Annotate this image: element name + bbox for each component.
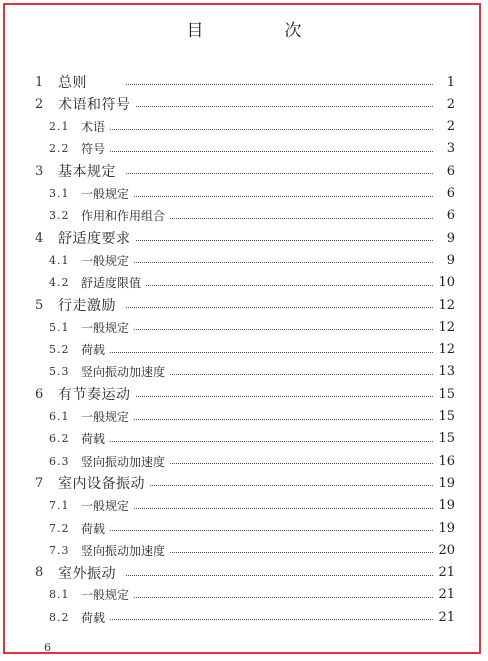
toc-section-entry[interactable]: [0, 273, 455, 293]
leader-dots: [126, 484, 433, 486]
toc-entry-number: 7.3: [49, 543, 70, 557]
leader-dots: [110, 618, 433, 620]
toc-section-entry[interactable]: [0, 117, 455, 137]
toc-entry-page: 20: [433, 543, 455, 558]
page-number: 6: [44, 641, 51, 654]
toc-entry-page: 2: [433, 119, 455, 134]
leader-dots: [110, 328, 433, 330]
toc-entry-number: 7: [35, 475, 44, 491]
toc-entry-page: 12: [433, 298, 455, 313]
toc-section-entry[interactable]: [0, 518, 455, 538]
toc-entry-label: 荷载: [81, 609, 109, 626]
toc-entry-page: 21: [433, 587, 455, 602]
toc-entry-label: 一般规定: [81, 497, 133, 514]
toc-entry-number: 7.2: [49, 521, 70, 535]
toc-entry-label: 一般规定: [81, 319, 133, 336]
toc-chapter-entry[interactable]: [0, 94, 455, 114]
toc-entry-number: 3.2: [49, 209, 70, 223]
toc-entry-number: 4: [35, 230, 44, 246]
toc-entry-page: 16: [433, 454, 455, 469]
toc-entry-number: 6.3: [49, 454, 70, 468]
toc-entry-page: 13: [433, 364, 455, 379]
leader-dots: [110, 507, 433, 509]
leader-dots: [126, 83, 433, 85]
toc-section-entry[interactable]: [0, 585, 455, 605]
toc-entry-label: 舒适度要求: [58, 228, 135, 248]
toc-entry-number: 5: [35, 297, 44, 313]
toc-entry-number: 2.1: [49, 120, 70, 134]
toc-entry-label: 一般规定: [81, 185, 133, 202]
toc-entry-label: 室外振动: [58, 563, 120, 583]
toc-section-entry[interactable]: [0, 362, 455, 382]
toc-section-entry[interactable]: [0, 429, 455, 449]
toc-entry-page: 6: [433, 208, 455, 223]
toc-section-entry[interactable]: [0, 540, 455, 560]
toc-entry-page: 12: [433, 342, 455, 357]
toc-entry-number: 8: [35, 565, 44, 581]
toc-entry-number: 7.1: [49, 499, 70, 513]
toc-entry-page: 19: [433, 521, 455, 536]
toc-entry-label: 荷载: [81, 341, 109, 358]
toc-entry-page: 2: [433, 97, 455, 112]
toc-entry-label: 作用和作用组合: [81, 207, 169, 224]
toc-entry-page: 12: [433, 320, 455, 335]
toc-section-entry[interactable]: [0, 184, 455, 204]
toc-entry-page: 21: [433, 565, 455, 580]
toc-entry-label: 一般规定: [81, 252, 133, 269]
toc-entry-label: 行走激励: [58, 295, 120, 315]
leader-dots: [126, 306, 433, 308]
toc-entry-page: 6: [433, 186, 455, 201]
toc-entry-number: 3.1: [49, 187, 70, 200]
toc-chapter-entry[interactable]: [0, 72, 455, 92]
toc-chapter-entry[interactable]: [0, 384, 455, 404]
toc-entry-page: 15: [433, 387, 455, 402]
toc-entry-label: 术语和符号: [58, 94, 135, 114]
toc-entry-label: 术语: [81, 118, 109, 135]
toc-section-entry[interactable]: [0, 139, 455, 159]
leader-dots: [110, 418, 433, 420]
leader-dots: [110, 529, 433, 531]
leader-dots: [126, 574, 433, 576]
toc-entry-label: 竖向振动加速度: [81, 542, 169, 559]
leader-dots: [110, 261, 433, 263]
toc-entry-number: 6.2: [49, 432, 70, 446]
leader-dots: [126, 239, 433, 241]
toc-entry-number: 5.3: [49, 365, 70, 379]
toc-entry-number: 4.1: [49, 253, 70, 267]
toc-entry-label: 竖向振动加速度: [81, 453, 169, 470]
toc-entry-label: 总则: [58, 72, 91, 92]
toc-section-entry[interactable]: [0, 407, 455, 427]
toc-section-entry[interactable]: [0, 451, 455, 471]
toc-entry-number: 8.2: [49, 610, 70, 624]
toc-section-entry[interactable]: [0, 317, 455, 337]
toc-entry-number: 2: [35, 96, 44, 112]
toc-chapter-entry[interactable]: [0, 161, 455, 181]
leader-dots: [110, 596, 433, 598]
toc-entry-label: 荷载: [81, 520, 109, 537]
toc-entry-page: 15: [433, 431, 455, 446]
toc-entry-number: 5.2: [49, 343, 70, 357]
leader-dots: [126, 172, 433, 174]
leader-dots: [110, 128, 433, 130]
toc-section-entry[interactable]: [0, 607, 455, 627]
toc-entry-page: 3: [433, 141, 455, 156]
toc-chapter-entry[interactable]: [0, 295, 455, 315]
toc-entry-number: 6.1: [49, 410, 70, 423]
leader-dots: [126, 105, 433, 107]
toc-entry-label: 有节奏运动: [58, 384, 135, 404]
toc-entry-page: 21: [433, 610, 455, 625]
leader-dots: [110, 284, 433, 286]
toc-entry-label: 舒适度限值: [81, 274, 145, 291]
toc-entry-number: 8.1: [49, 588, 70, 602]
toc-section-entry[interactable]: [0, 206, 455, 226]
toc-entry-number: 2.2: [49, 142, 70, 156]
toc-entry-label: 符号: [81, 140, 109, 157]
toc-entry-page: 9: [433, 231, 455, 246]
leader-dots: [110, 440, 433, 442]
toc-entry-label: 荷载: [81, 430, 109, 447]
toc-entry-page: 1: [433, 75, 455, 90]
leader-dots: [110, 195, 433, 197]
toc-entry-number: 3: [35, 163, 44, 179]
toc-entry-label: 一般规定: [81, 408, 133, 425]
toc-entry-page: 15: [433, 409, 455, 424]
toc-chapter-entry[interactable]: [0, 563, 455, 583]
leader-dots: [110, 150, 433, 152]
leader-dots: [126, 395, 433, 397]
toc-chapter-entry[interactable]: [0, 228, 455, 248]
toc-section-entry[interactable]: [0, 496, 455, 516]
leader-dots: [110, 351, 433, 353]
toc-entry-page: 10: [433, 275, 455, 290]
toc-title: 目 次: [186, 21, 334, 41]
toc-entry-number: 5.1: [49, 320, 70, 334]
toc-entry-number: 4.2: [49, 276, 70, 290]
toc-section-entry[interactable]: [0, 340, 455, 360]
toc-section-entry[interactable]: [0, 250, 455, 270]
toc-entry-number: 1: [35, 74, 44, 90]
toc-entry-page: 9: [433, 253, 455, 268]
toc-entry-number: 6: [35, 386, 44, 402]
toc-entry-label: 一般规定: [81, 586, 133, 603]
toc-chapter-entry[interactable]: [0, 473, 455, 493]
toc-entry-page: 19: [433, 476, 455, 491]
toc-entry-page: 19: [433, 498, 455, 513]
toc-entry-label: 竖向振动加速度: [81, 363, 169, 380]
toc-entry-label: 室内设备振动: [58, 473, 149, 493]
toc-entry-page: 6: [433, 164, 455, 179]
toc-entry-label: 基本规定: [58, 161, 120, 181]
